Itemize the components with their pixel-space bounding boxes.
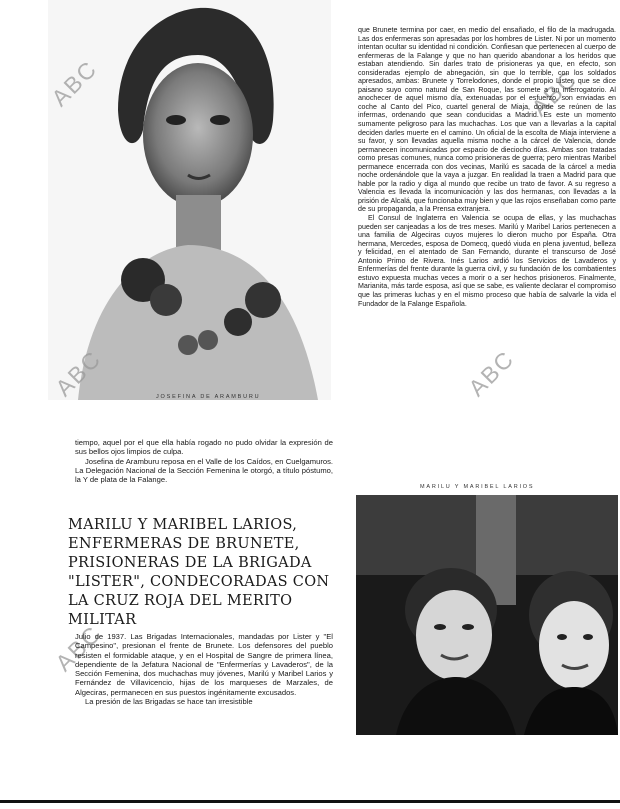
lower-paragraph: La presión de las Brigadas se hace tan irresistible — [85, 696, 253, 706]
page-bottom-rule — [0, 800, 620, 803]
abc-watermark: ABC — [50, 620, 107, 677]
sisters-illustration — [356, 495, 618, 735]
abc-watermark: ABC — [50, 345, 107, 402]
left-column — [75, 438, 333, 484]
portrait-caption: JOSEFINA DE ARAMBURU — [156, 394, 261, 400]
abc-watermark: ABC — [526, 65, 583, 122]
portrait-illustration — [48, 0, 331, 400]
article-headline: MARILU Y MARIBEL LARIOS, ENFERMERAS DE BRUNETE, PRISIONERAS DE LA BRIGADA "LISTER", CONDECORADAS CON LA CRUZ ROJA DEL MERITO MILITAR — [68, 517, 330, 628]
photo-caption: MARILU Y MARIBEL LARIOS — [420, 484, 535, 490]
abc-watermark: ABC — [46, 55, 103, 112]
right-column — [358, 26, 616, 308]
lower-paragraph: Julio de 1937. Las Brigadas Internacionales, mandadas por Lister y "El Campesino", presionan el frente de Brunete. Los defensores del pueblo resisten el formidable ataque, y en el Hospital de Sangre de primera línea, dependiente de la Jefatura Nacional de "Enfermerías y Lavaderos", de la Sección Femenina, dos muchachas muy jóvenes, Marilú y Maribel Larios y Fernández de Villavicencio, hijas de los marqueses de Marzales, de Algeciras, permanecen en sus puestos ingénitamente excusados. — [75, 632, 333, 697]
right-paragraph: que Brunete termina por caer, en medio del ensañado, el filo de la madrugada. Las dos enfermeras son apresadas por los hombres de Lister. Ni por un momento intentan ocultar su identidad ni condición. Confiesan que pertenecen al cuerpo de enfermeras de la Falange y que no han querido abandonar a los heridos que estaban atendiendo. Sin darles trato de prisioneras ya que, en efecto, son consideradas ejemplo de abnegación, sin que lo terrible, con los soldados apresados, ambas: Brunete y Torrelodones, donde el propio Lister, que se dice paisano suyo como natural de San Roque, las somete a un interrogatorio. Al anochecer de aquel mismo día, extenuadas por el esfuerzo, son enviadas en coche al Canto del Pico, cuartel general de Miaja, donde se reúnen de las infermas, ordenando que sean conducidas a Madrid. Es este un momento sumamente peligroso para las muchachas. Los que van a llevarlas a la capital deciden darles muerte en el camino. Un oficial de la escolta de Miaja interviene a su favor, y son llevadas aquella misma noche a la cárcel de Valencia, donde permanecen incomunicadas por espacio de dieciocho días. Ambas son tratadas como presas comunes, nunca como prisioneras de guerra; pero mientras Maribel permanece encerrada con dos vecinas, Marilú es sacada de la cárcel a media noche ordenándole que la vaya a juzgar. En realidad la traen a Madrid para que hable por la radio y diga al mundo que recibe un trato de favor. A su regreso a Valencia es llevada la incomunicación y las dos hermanas, con llevadas a la prisión de Alcalá, que funcionaba muy bien y que las rojos enseñaban como parte de su propaganda, a la Prensa extranjera. — [358, 26, 616, 214]
sisters-photo — [356, 495, 618, 735]
right-paragraph: El Consul de Inglaterra en Valencia se ocupa de ellas, y las muchachas pueden ser canjeadas a los de tres meses. Marilú y Maribel Larios pertenecen a una familia de Algeciras cuyos mujeres lo dieron mucho por España. Otra hermana, Mercedes, esposa de Domecq, quedó viuda en plena juventud, belleza y felicidad, en el atentado de San Fernando, durante el transcurso de José Antonio Primo de Rivera. Inés Larios ardió los Servicios de Lavaderos y Enfermerías del frente durante la guerra civil, y su fundación de los combatientes estuvo expuesta muchas veces a morir o a ser hechos prisioneros. Finalmente, Marianita, más tarde esposa, así que se sabe, es valiente declarar el compromiso que las primeras luchas y en el mismo proceso que había de salvarle la vida el Fundador de la Falange Española. — [358, 214, 616, 308]
portrait-photo — [48, 0, 331, 400]
left-paragraph: tiempo, aquel por el que ella había rogado no pudo olvidar la expresión de sus bellos ojos limpios de culpa. — [75, 438, 333, 457]
left-paragraph: Josefina de Aramburu reposa en el Valle de los Caídos, en Cuelgamuros. La Delegación Nacional de la Sección Femenina le otorgó, a título póstumo, la Y de plata de la Falange. — [75, 456, 333, 484]
lower-article-column — [75, 632, 333, 706]
abc-watermark: ABC — [463, 345, 520, 402]
